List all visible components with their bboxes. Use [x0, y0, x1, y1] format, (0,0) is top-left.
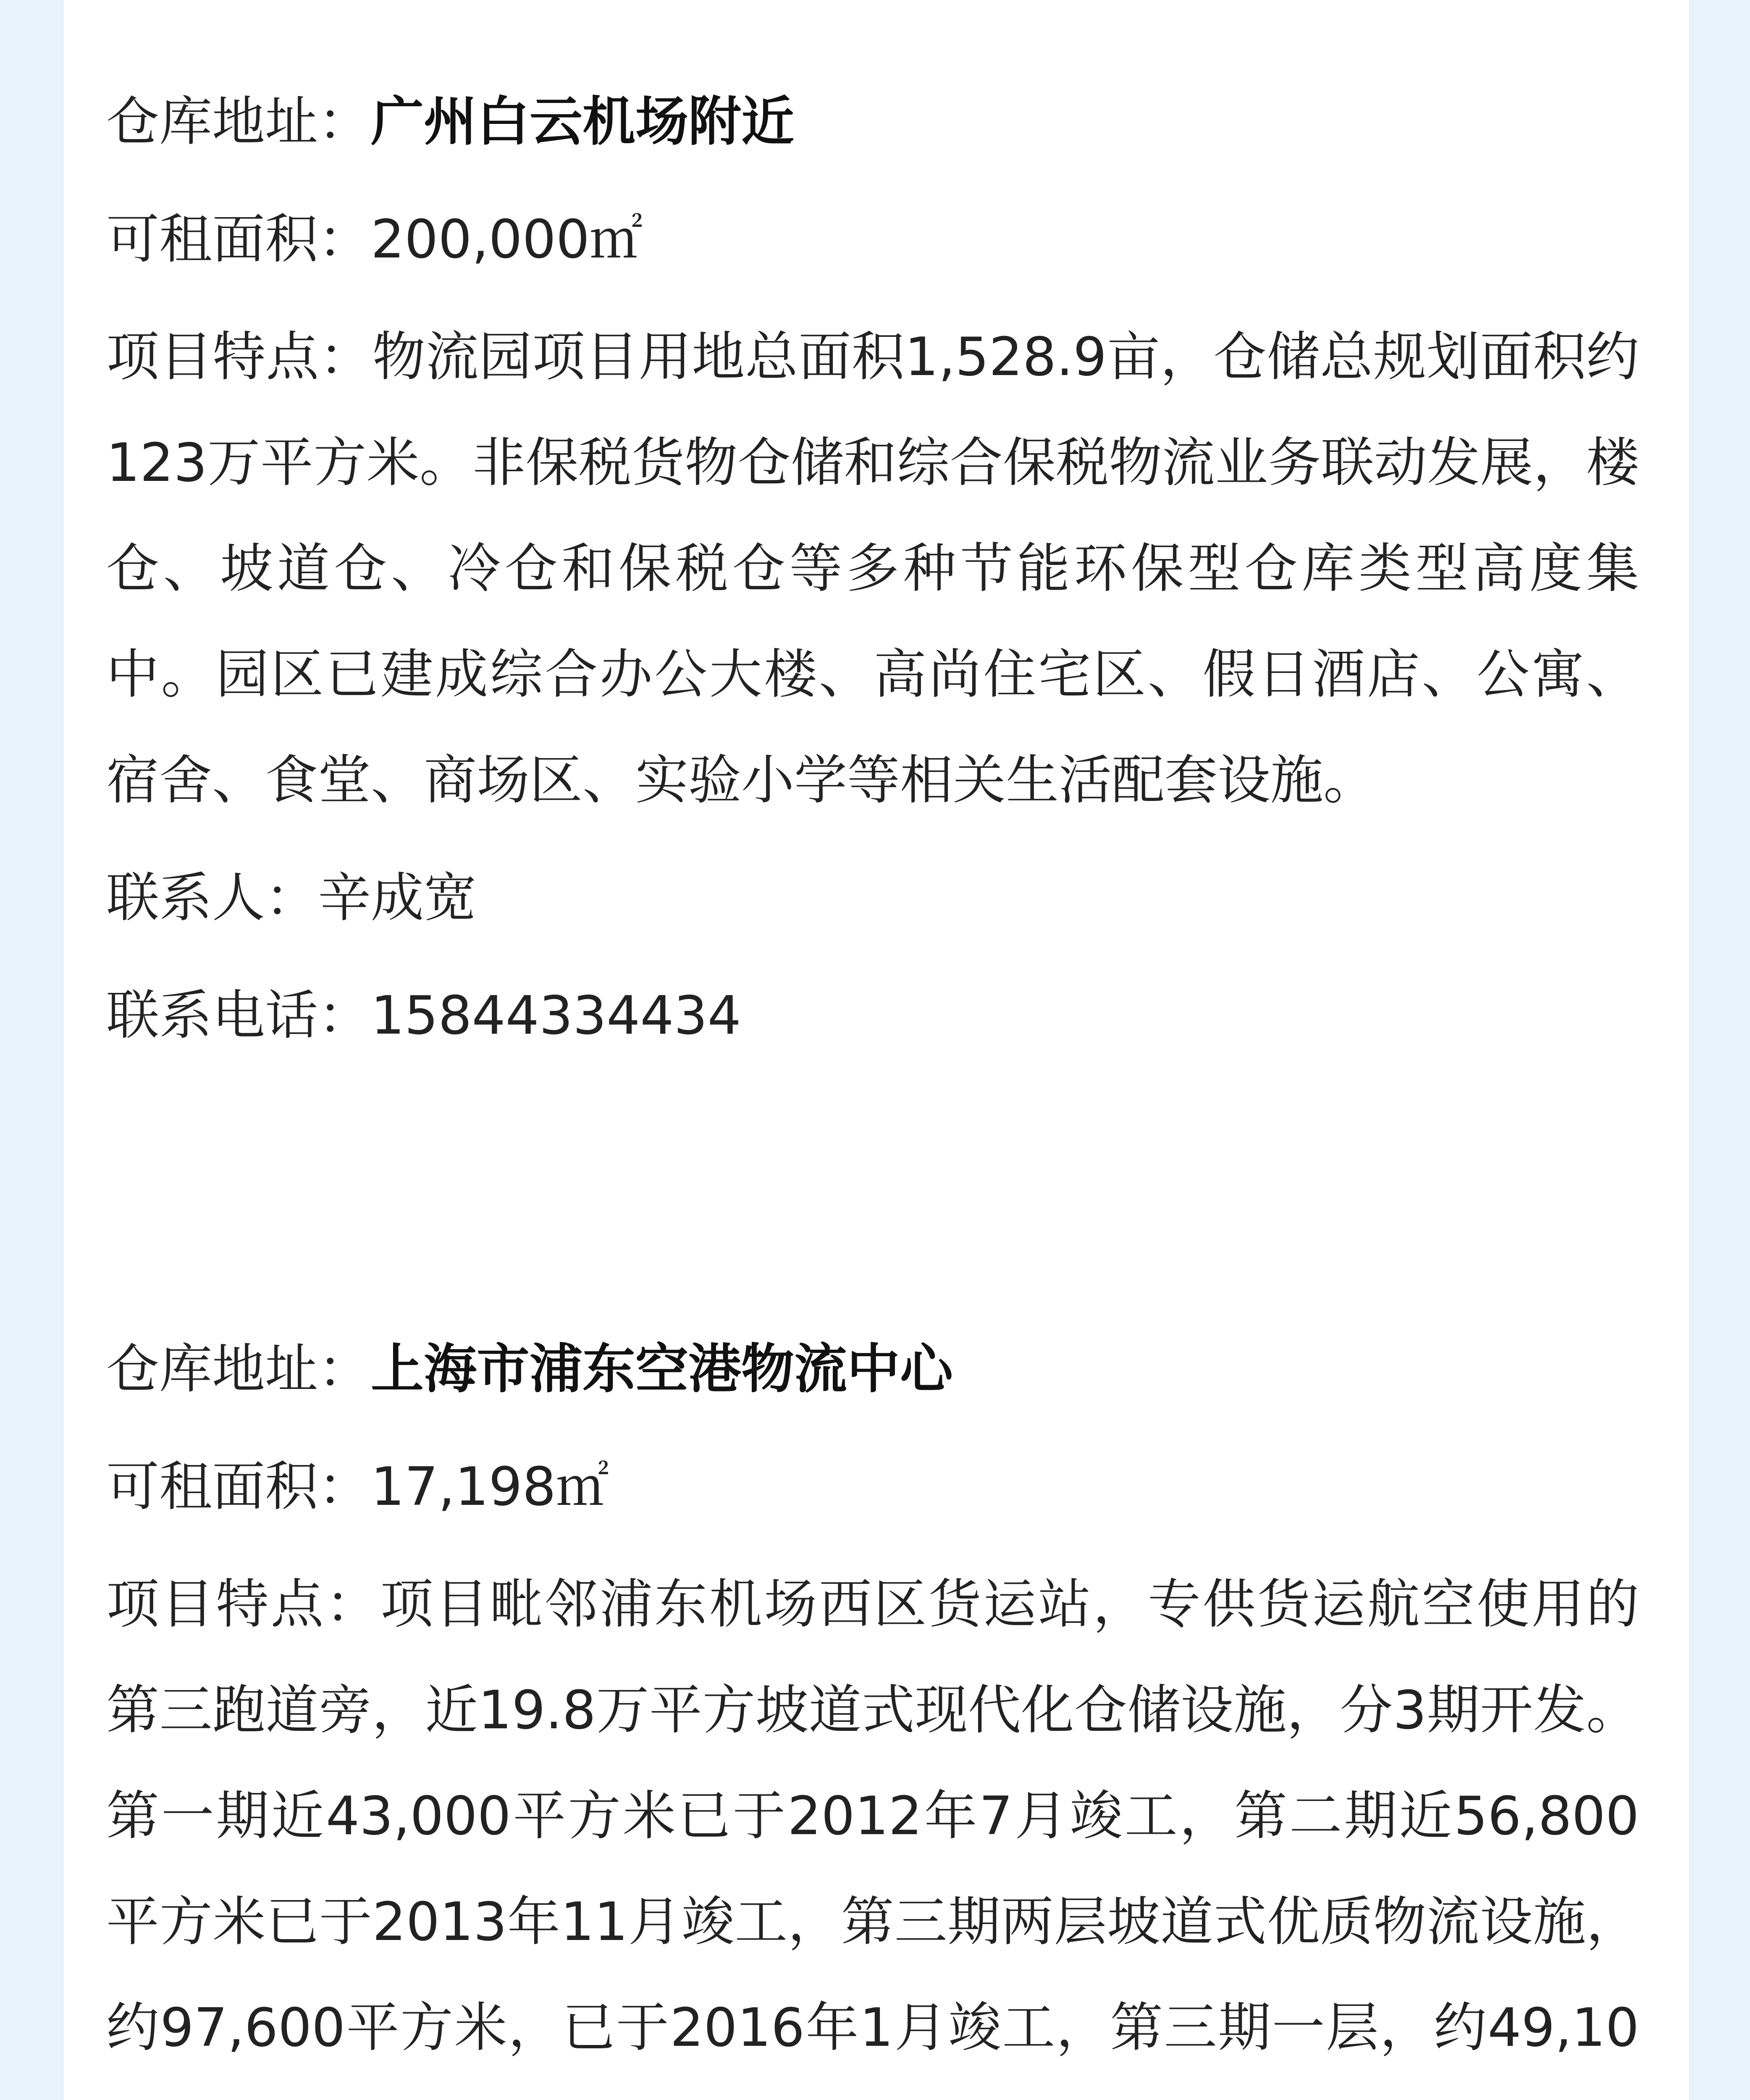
address-value: 上海市浦东空港物流中心: [371, 1338, 953, 1400]
features-text: 项目毗邻浦东机场西区货运站，专供货运航空使用的第三跑道旁，近19.8万平方坡道式现代化仓储设施，分3期开发。第一期近43,000平方米已于2012年7月竣工，第二期近56,800平方米已于2013年11月竣工，第三期两层坡道式优质物流设施，约97,600平方米，已于2016年1月竣工，第三期一层，约49,10: [106, 1573, 1639, 2058]
address-value: 广州白云机场附近: [371, 91, 794, 152]
area-label: 可租面积：: [106, 208, 371, 270]
warehouse-listing: [106, 1310, 1639, 2100]
contact-name: 辛成宽: [318, 867, 477, 929]
area-value: 200,000㎡: [371, 208, 643, 270]
contact-label: 联系人：: [106, 867, 318, 929]
contact-row: [106, 839, 1639, 957]
phone-number[interactable]: 15844334434: [371, 984, 741, 1046]
area-row: [106, 181, 1639, 298]
address-row: [106, 63, 1639, 181]
address-row: [106, 1310, 1639, 1428]
area-value: 17,198㎡: [371, 1456, 609, 1517]
area-row: [106, 1428, 1639, 1546]
address-label: 仓库地址：: [106, 91, 371, 152]
address-label: 仓库地址：: [106, 1338, 371, 1400]
features-paragraph: [106, 1546, 1639, 2100]
phone-row: [106, 957, 1639, 1074]
warehouse-listing: [106, 63, 1639, 1074]
phone-label: 联系电话：: [106, 984, 371, 1046]
area-label: 可租面积：: [106, 1456, 371, 1517]
features-paragraph: [106, 298, 1639, 839]
features-label: 项目特点：: [106, 326, 373, 388]
features-text: 物流园项目用地总面积1,528.9亩，仓储总规划面积约123万平方米。非保税货物仓储和综合保税物流业务联动发展，楼仓、坡道仓、冷仓和保税仓等多种节能环保型仓库类型高度集中。园区已建成综合办公大楼、高尚住宅区、假日酒店、公寓、宿舍、食堂、商场区、实验小学等相关生活配套设施。: [106, 326, 1639, 811]
features-label: 项目特点：: [106, 1573, 380, 1635]
